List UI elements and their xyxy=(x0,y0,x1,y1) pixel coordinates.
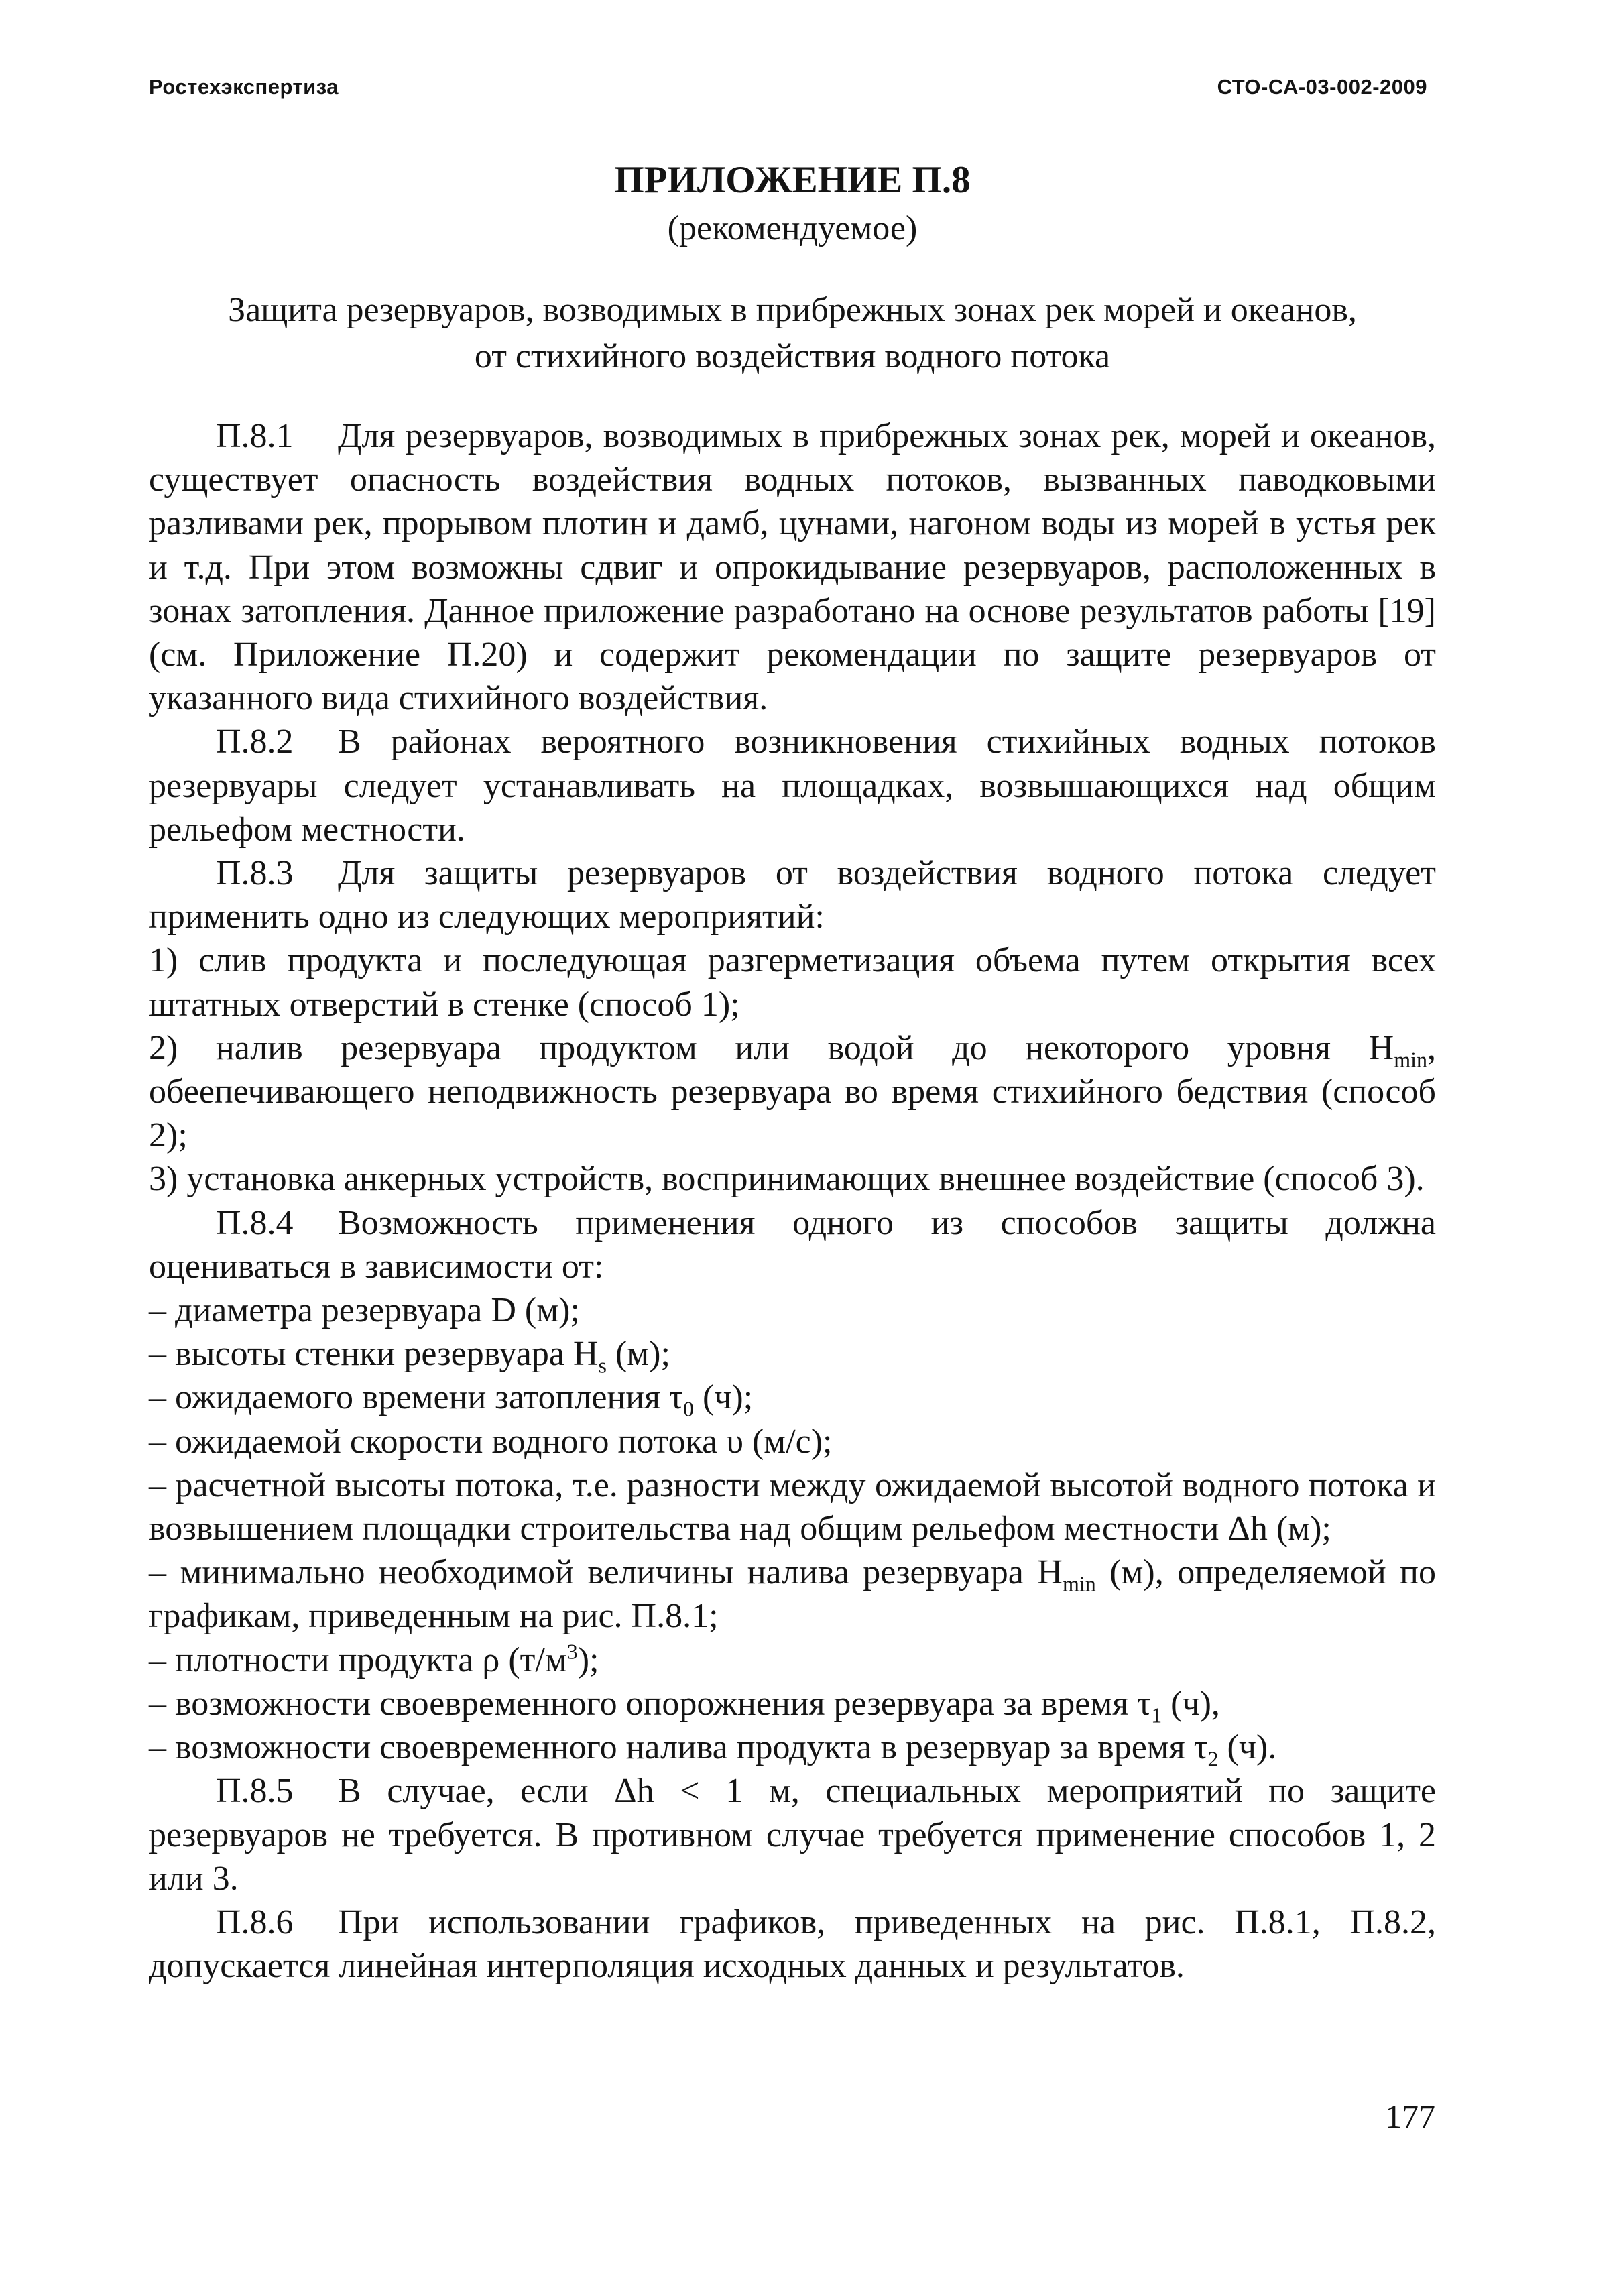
subscript: 2 xyxy=(1207,1746,1219,1771)
paragraph-number: П.8.1 xyxy=(216,417,294,455)
paragraph-p8-6 xyxy=(149,1900,1436,1988)
paragraph-text: Для защиты резервуаров от воздействия водного потока следует применить одно из следующих мероприятий: xyxy=(149,854,1436,936)
dash-item-min-fill xyxy=(149,1551,1436,1638)
paragraph-p8-4 xyxy=(149,1201,1436,1288)
dash-item-density xyxy=(149,1638,1436,1682)
list-item-method-3: 3) установка анкерных устройств, воспринимающих внешнее воздействие (способ 3). xyxy=(149,1160,1425,1199)
header-organization: Ростехэкспертиза xyxy=(149,75,339,99)
dash-item-flow-speed: – ожидаемой скорости водного потока υ (м/с); xyxy=(149,1422,833,1461)
text-run: (ч); xyxy=(693,1378,754,1417)
text-run: – ожидаемого времени затопления τ xyxy=(149,1378,683,1417)
paragraph-number: П.8.2 xyxy=(216,723,294,762)
text-run: – минимально необходимой величины налива резервуара H xyxy=(149,1553,1063,1592)
paragraph-text: Возможность применения одного из способов защиты должна оцениваться в зависимости от: xyxy=(149,1203,1436,1286)
text-run: , обеепечивающего неподвижность резервуара во время стихийного бедствия (способ 2); xyxy=(149,1028,1436,1155)
heading-line-1: Защита резервуаров, возводимых в прибрежных зонах рек морей и океанов, xyxy=(228,291,1357,329)
appendix-status: (рекомендуемое) xyxy=(667,209,918,247)
text-run: (м); xyxy=(606,1335,670,1374)
paragraph-number: П.8.3 xyxy=(216,854,294,893)
paragraph-text: Для резервуаров, возводимых в прибрежных зонах рек, морей и океанов, существует опасность воздействия водных потоков, вызванных паводковыми разливами рек, прорывом плотин и дамб, цунами, нагоном воды из морей в устья рек и т.д. При этом возможны сдвиг и опрокидывание резервуаров, расположенных в зонах затопления. Данное приложение разработано на основе результатов работы [19] (см. Приложение П.20) и содержит рекомендации по защите резервуаров от указанного вида стихийного воздействия. xyxy=(149,417,1436,718)
text-run: (ч), xyxy=(1162,1684,1220,1723)
dash-item-emptying-time xyxy=(149,1682,1436,1726)
subscript: min xyxy=(1062,1571,1096,1596)
subscript: 0 xyxy=(682,1396,694,1421)
paragraph-number: П.8.5 xyxy=(216,1772,294,1811)
list-item-method-2 xyxy=(149,1026,1436,1158)
list-item-method-1: 1) слив продукта и последующая разгерметизация объема путем открытия всех штатных отверстий в стенке (способ 1); xyxy=(149,941,1436,1024)
dash-item-flow-height: – расчетной высоты потока, т.е. разности между ожидаемой высотой водного потока и возвышением площадки строительства над общим рельефом местности Δh (м); xyxy=(149,1465,1436,1549)
dash-item-diameter: – диаметра резервуара D (м); xyxy=(149,1291,580,1330)
subscript: s xyxy=(598,1353,607,1378)
dash-item-filling-time xyxy=(149,1726,1436,1769)
header-standard-code: СТО-СА-03-002-2009 xyxy=(1217,75,1427,99)
text-run: – высоты стенки резервуара H xyxy=(149,1335,599,1374)
paragraph-p8-2 xyxy=(149,720,1436,851)
appendix-heading xyxy=(149,287,1436,379)
page-number: 177 xyxy=(1385,2098,1435,2135)
paragraph-p8-1 xyxy=(149,414,1436,720)
heading-line-2: от стихийного воздействия водного потока xyxy=(474,337,1111,375)
paragraph-p8-3 xyxy=(149,851,1436,939)
paragraph-number: П.8.6 xyxy=(216,1902,294,1941)
paragraph-text: В случае, если Δh < 1 м, специальных мероприятий по защите резервуаров не требуется. В противном случае требуется применение способов 1, 2 или 3. xyxy=(149,1772,1436,1898)
text-run: – плотности продукта ρ (т/м xyxy=(149,1640,567,1679)
subscript: min xyxy=(1394,1047,1427,1072)
text-run: (м), определяемой по графикам, приведенным на рис. П.8.1; xyxy=(149,1553,1437,1636)
dash-item-flood-time xyxy=(149,1376,1436,1419)
text-run: – возможности своевременного опорожнения резервуара за время τ xyxy=(149,1684,1152,1723)
subscript: 1 xyxy=(1151,1703,1162,1728)
paragraph-number: П.8.4 xyxy=(216,1203,294,1242)
paragraph-text: В районах вероятного возникновения стихийных водных потоков резервуары следует устанавливать на площадках, возвышающихся над общим рельефом местности. xyxy=(149,723,1436,849)
text-run: ); xyxy=(577,1640,599,1679)
appendix-title: ПРИЛОЖЕНИЕ П.8 xyxy=(614,159,971,201)
paragraph-text: При использовании графиков, приведенных на рис. П.8.1, П.8.2, допускается линейная интерполяция исходных данных и результатов. xyxy=(149,1902,1436,1986)
paragraph-p8-5 xyxy=(149,1769,1436,1900)
text-run: 2) налив резервуара продуктом или водой до некоторого уровня H xyxy=(149,1028,1394,1067)
dash-item-wall-height xyxy=(149,1332,1436,1376)
body-text xyxy=(149,414,1436,1988)
text-run: (ч). xyxy=(1218,1728,1277,1767)
superscript: 3 xyxy=(566,1639,578,1664)
text-run: – возможности своевременного налива продукта в резервуар за время τ xyxy=(149,1728,1208,1767)
